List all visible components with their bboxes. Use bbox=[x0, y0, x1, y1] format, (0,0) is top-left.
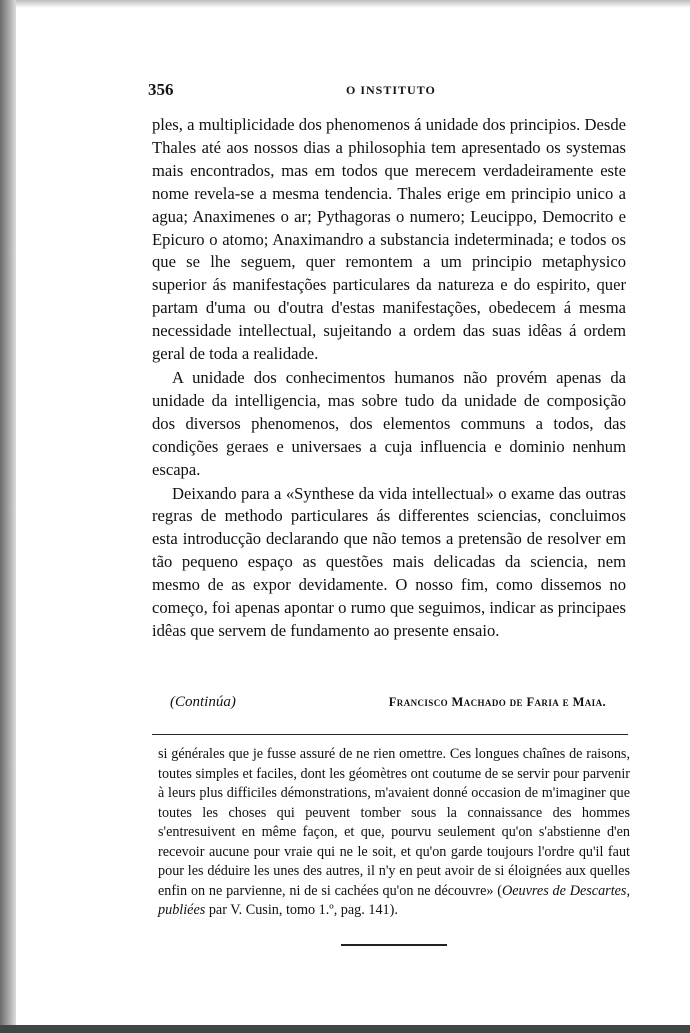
page-number: 356 bbox=[148, 80, 174, 99]
continuation-note: (Continúa) bbox=[170, 694, 236, 710]
author-signature: Francisco Machado de Faria e Maia. bbox=[388, 695, 606, 709]
top-edge-shadow bbox=[16, 0, 690, 8]
body-text bbox=[152, 114, 626, 643]
footnote-separator bbox=[152, 734, 628, 735]
running-title: O INSTITUTO bbox=[346, 83, 436, 97]
closing-line bbox=[170, 694, 606, 716]
footnote bbox=[158, 745, 630, 921]
footnote-quote: si générales que je fusse assuré de ne rien omettre. Ces longues chaînes de raisons, toutes simples et faciles, dont les géomètres ont coutume de se servir pour parvenir à leurs plus difficiles démonstrations, m'avaient donné occasion de m'imaginer que toutes les choses qui peuvent tomber sous la connaissance des hommes s'entresuivent en même façon, et que, pourvu seulement qu'on s'abstienne d'en recevoir aucune pour vraie qui ne le soit, et qu'on garde toujours l'ordre qu'il faut pour les déduire les unes des autres, il n'y en peut avoir de si éloignées aux quelles enfin on ne parvienne, ni de si cachées qu'on ne découvre» bbox=[158, 746, 630, 899]
end-rule bbox=[341, 944, 447, 946]
paragraph: Deixando para a «Synthese da vida intellectual» o exame das outras regras de methodo particulares ás differentes sciencias, concluimos esta introducção declarando que não temos a pretensão de resolver em tão pequeno espaço as questões mais delicadas da sciencia, nem mesmo de as expor devidamente. O nosso fim, como dissemos no começo, foi apenas apontar o rumo que seguimos, indicar as principaes idêas que servem de fundamento ao presente ensaio. bbox=[152, 483, 626, 640]
bottom-edge bbox=[0, 1025, 690, 1033]
paragraph-continued: ples, a multiplicidade dos phenomenos á unidade dos principios. Desde Thales até aos nossos dias a philosophia tem apresentado os systemas mais encontrados, mas em todos que merecem verdadeiramente este nome revela-se a mesma tendencia. Thales erige em principio unico a agua; Anaximenes o ar; Pythagoras o numero; Leucippo, Democrito e Epicuro o atomo; Anaximandro a substancia indeterminada; e todos os que se lhe seguem, quer remontem a um principio metaphysico superior ás manifestações particulares da natureza e do espirito, quer partam d'uma ou d'outra d'estas manifestações, obedecem á mesma necessidade intellectual, sujeitando a ordem das suas idêas á ordem geral de toda a realidade. bbox=[152, 115, 626, 364]
book-spine-shadow bbox=[0, 0, 16, 1033]
footnote-citation-title: Oeuvres de Descartes, publiées bbox=[158, 882, 630, 918]
footnote-citation-rest: par V. Cusin, tomo 1.º, pag. 141). bbox=[208, 902, 398, 918]
footnote-paragraph: si générales que je fusse assuré de ne rien omettre. Ces longues chaînes de raisons, toutes simples et faciles, dont les géomètres ont coutume de se servir pour parvenir à leurs plus difficiles démonstrations, m'avaient donné occasion de m'imaginer que toutes les choses qui peuvent tomber sous la connaissance des hommes s'entresuivent en même façon, et que, pourvu seulement qu'on s'abstienne d'en recevoir aucune pour vraie qui ne le soit, et qu'on garde toujours l'ordre qu'il faut pour les déduire les unes des autres, il n'y en peut avoir de si éloignées aux quelles enfin on ne parvienne, ni de si cachées qu'on ne découvre» (Oeuvres de Descartes, publiées par V. Cusin, tomo 1.º, pag. 141). bbox=[158, 746, 630, 918]
page-header bbox=[148, 80, 628, 102]
paragraph: A unidade dos conhecimentos humanos não provém apenas da unidade da intelligencia, mas sobre tudo da unidade de composição dos diversos phenomenos, dos elementos communs a todos, das condições geraes e universaes a cuja influencia e dominio nenhum escapa. bbox=[152, 367, 626, 479]
